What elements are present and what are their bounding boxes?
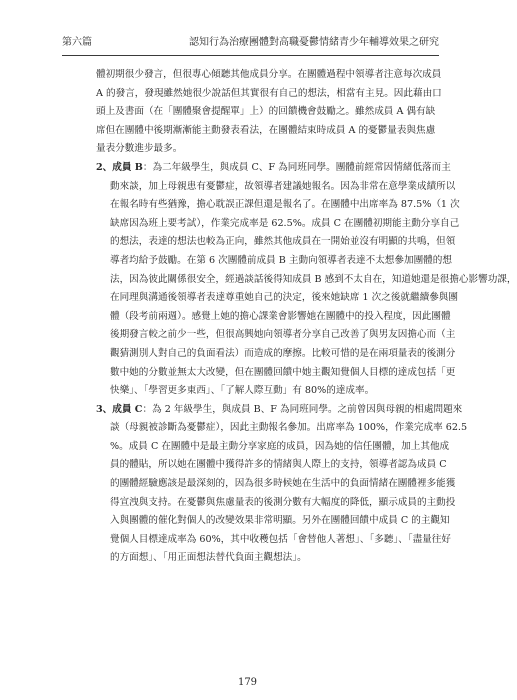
page-number: 179 bbox=[237, 677, 258, 688]
text-line: 導者均給予鼓勵。在第 6 次團體前成員 B 主動向領導者表達不太想參加團體的想 bbox=[110, 254, 452, 266]
text-line: 法，因為彼此關係很安全，經過談話後得知成員 B 感到不太自在，知道她還是很擔心影響功課， bbox=[110, 273, 517, 285]
text-line: 觀猜測別人對自己的負面看法）而造成的摩擦。比較可惜的是在兩項量表的後測分 bbox=[110, 347, 456, 359]
text-line: %。成員 C 在團體中是最主動分享家庭的成員，因為她的信任團體，加上其他成 bbox=[110, 440, 450, 452]
text-line: 體（段考前兩週）。感覺上她的擔心課業會影響她在團體中的投入程度，因此團體 bbox=[110, 310, 451, 322]
text-line: 在同理與溝通後領導者表達尊重她自己的決定，後來她缺席 1 次之後就繼續參與團 bbox=[110, 292, 458, 304]
list-item-member-b bbox=[62, 159, 517, 401]
text-line: 席但在團體中後期漸漸能主動發表看法，在團體結束時成員 A 的憂鬱量表與焦慮 bbox=[96, 124, 436, 136]
list-item-head bbox=[62, 401, 463, 420]
header-rule bbox=[62, 55, 439, 56]
text-line: 得宣洩與支持。在憂鬱與焦慮量表的後測分數有大幅度的降低，顯示成員的主動投 bbox=[110, 496, 456, 508]
running-header bbox=[62, 36, 439, 52]
text-line: 動來談，加上母親患有憂鬱症，故領導者建議她報名。因為非常在意學業成績所以 bbox=[110, 180, 456, 192]
text-line: 在報名時有些猶豫，擔心耽誤正課但還是報名了。在團體中出席率為 87.5%（1 次 bbox=[110, 199, 460, 211]
text-line: 快樂」、「學習更多東西」、「了解人際互動」有 80%的達成率。 bbox=[110, 385, 375, 397]
chapter-label: 第六篇 bbox=[62, 37, 92, 48]
member-name: 成員 B bbox=[112, 161, 143, 173]
text-line: 覺個人目標達成率為 60%，其中收穫包括「會替他人著想」、「多聽」、「盡量往好 bbox=[110, 533, 451, 545]
text-line: 缺席因為班上要考試），作業完成率是 62.5%。成員 C 在團體初期能主動分享自己 bbox=[110, 217, 460, 229]
text-line: 的方面想」、「用正面想法替代負面主觀想法」。 bbox=[110, 552, 307, 564]
text-line: 談（母親被診斷為憂鬱症），因此主動報名參加。出席率為 100%，作業完成率 62.5 bbox=[110, 422, 468, 434]
item-number: 3、 bbox=[96, 403, 113, 415]
text-line: A 的發言，發現雖然她很少說話但其實很有自己的想法，相當有主見。因此藉由口 bbox=[96, 87, 442, 99]
text-line: 體初期很少發言，但很專心傾聽其他成員分享。在團體過程中領導者注意每次成員 bbox=[96, 69, 442, 80]
text-line: ：為 2 年級學生，與成員 B、F 為同班同學。之前曾因與母親的相處問題來 bbox=[142, 403, 463, 415]
text-line: 的團體經驗應該是最深刻的，因為很多時候她在生活中的負面情緒在團體裡多能獲 bbox=[110, 478, 456, 490]
text-line: 頭上及書面（在「團體聚會提醒單」上）的回饋機會鼓勵之。雖然成員 A 偶有缺 bbox=[96, 106, 436, 118]
running-title: 認知行為治療團體對高職憂鬱情緒青少年輔導效果之研究 bbox=[189, 37, 439, 48]
text-line: 的想法，表達的想法也較為正向，雖然其他成員在一開始並沒有明顯的共鳴，但領 bbox=[110, 236, 456, 248]
list-item-member-c bbox=[62, 401, 468, 568]
text-line: 量表分數進步最多。 bbox=[96, 143, 183, 155]
text-line: 員的體貼，所以她在團體中獲得許多的情緒與人際上的支持，領導者認為成員 C bbox=[110, 459, 447, 471]
text-line: ：為二年級學生，與成員 C、F 為同班同學。團體前經常因情緒低落而主 bbox=[142, 161, 451, 173]
page-body bbox=[62, 66, 517, 568]
list-item-head bbox=[62, 159, 451, 178]
intro-paragraph bbox=[62, 66, 442, 159]
member-name: 成員 C bbox=[112, 403, 143, 415]
item-number: 2、 bbox=[96, 161, 113, 173]
text-line: 數中她的分數並無太大改變，但在團體回饋中她主觀知覺個人目標的達成包括「更 bbox=[110, 366, 456, 378]
text-line: 後期發言較之前少一些，但很高興她向領導者分享自己改善了與男友因擔心而（主 bbox=[110, 329, 456, 341]
text-line: 入與團體的催化對個人的改變效果非常明顯。另外在團體回饋中成員 C 的主觀知 bbox=[110, 515, 450, 527]
